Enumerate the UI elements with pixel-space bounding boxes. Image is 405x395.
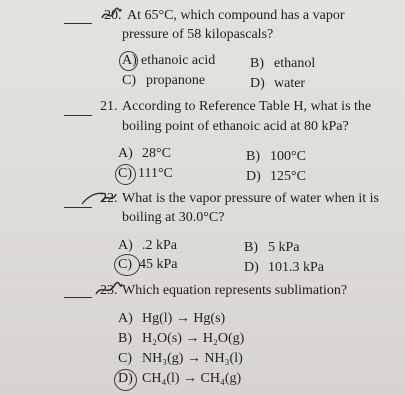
answer-blank[interactable] <box>64 115 92 116</box>
option-text[interactable]: 125°C <box>270 169 306 184</box>
option-text[interactable]: 45 kPa <box>139 257 178 272</box>
option-text[interactable]: 28°C <box>142 146 171 161</box>
question-number: 22. <box>100 191 118 206</box>
option-letter[interactable]: D) <box>118 371 133 386</box>
option-text[interactable]: propanone <box>146 73 206 88</box>
option-letter[interactable]: D) <box>250 76 265 91</box>
option-letter[interactable]: B) <box>246 149 260 164</box>
option-letter[interactable]: B) <box>118 331 132 346</box>
option-letter[interactable]: A) <box>118 238 133 253</box>
option-letter[interactable]: C) <box>118 166 132 181</box>
option-text[interactable]: 111°C <box>138 166 173 181</box>
question-number: 23. <box>100 283 118 298</box>
option-letter[interactable]: A) <box>122 53 137 68</box>
option-text[interactable]: H₂O(s) → H₂O(g) <box>142 331 245 346</box>
option-letter[interactable]: C) <box>122 73 136 88</box>
option-text[interactable]: 100°C <box>270 149 306 164</box>
option-text[interactable]: ethanol <box>274 56 316 71</box>
option-text[interactable]: water <box>274 76 306 91</box>
option-text[interactable]: NH₃(g) → NH₃(l) <box>142 351 243 366</box>
option-letter[interactable]: B) <box>250 56 264 71</box>
option-text[interactable]: Hg(l) → Hg(s) <box>142 311 226 326</box>
option-text[interactable]: 101.3 kPa <box>268 260 324 275</box>
option-text[interactable]: 5 kPa <box>268 240 300 255</box>
answer-blank[interactable] <box>64 23 92 24</box>
option-letter[interactable]: B) <box>244 240 258 255</box>
option-text[interactable]: CH₄(l) → CH₄(g) <box>142 371 242 386</box>
question-stem-line: pressure of 58 kilopascals? <box>122 27 274 42</box>
option-text[interactable]: .2 kPa <box>142 238 177 253</box>
option-letter[interactable]: A) <box>118 146 133 161</box>
option-letter[interactable]: D) <box>246 169 261 184</box>
question-number: 20. <box>104 8 122 23</box>
option-text[interactable]: ethanoic acid <box>141 53 216 68</box>
question-stem-line: Which equation represents sublimation? <box>122 283 348 298</box>
question-number: 21. <box>100 99 118 114</box>
question-stem-line: According to Reference Table H, what is the <box>122 99 372 114</box>
pen-scribble-icon <box>100 6 122 24</box>
question-stem-line: What is the vapor pressure of water when it is <box>122 191 379 206</box>
option-letter[interactable]: C) <box>118 351 132 366</box>
option-letter[interactable]: C) <box>118 257 132 272</box>
answer-blank[interactable] <box>64 297 92 298</box>
option-letter[interactable]: D) <box>244 260 259 275</box>
question-stem-line: At 65°C, which compound has a vapor <box>127 8 345 23</box>
question-stem-line: boiling at 30.0°C? <box>122 210 225 225</box>
question-stem-line: boiling point of ethanoic acid at 80 kPa? <box>122 119 349 134</box>
option-letter[interactable]: A) <box>118 311 133 326</box>
